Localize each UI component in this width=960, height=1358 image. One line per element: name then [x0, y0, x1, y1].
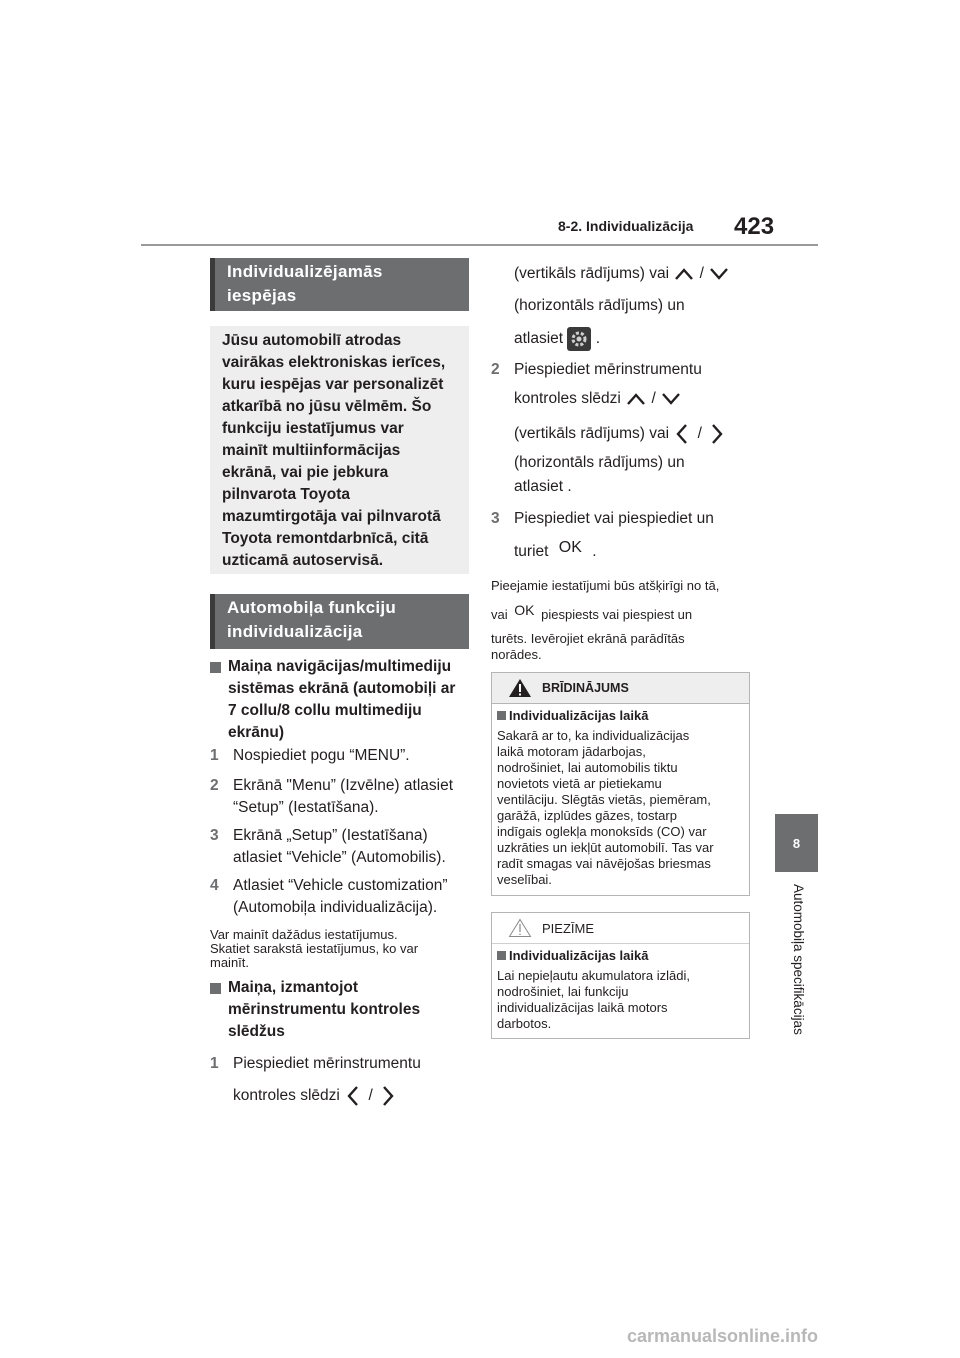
step-text: .	[592, 543, 597, 560]
step-text: Piespiediet vai piespiediet un	[514, 510, 714, 527]
slash: /	[697, 425, 702, 443]
slash: /	[699, 265, 704, 282]
bullet-square-icon	[497, 951, 506, 960]
notice-line: darbotos.	[497, 1016, 552, 1031]
warning-line: nodrošiniet, lai automobilis tiktu	[497, 760, 678, 775]
step-text: kontroles slēdzi	[233, 1087, 340, 1105]
warning-line: veselībai.	[497, 872, 552, 887]
subheading-line: mērinstrumentu kontroles	[228, 1001, 421, 1018]
intro-line: kuru iespējas var personalizēt	[222, 376, 444, 393]
caution-triangle-outline-icon	[508, 918, 532, 938]
subheading-line: Maiņa navigācijas/multimediju	[228, 658, 452, 675]
heading-line: Automobiļa funkciju	[227, 598, 397, 617]
step-r2	[491, 359, 761, 499]
warning-line: novietots vietā ar pietiekamu	[497, 776, 662, 791]
notice-line: individualizācijas laikā motors	[497, 1000, 668, 1015]
step-text-with-icons	[514, 541, 597, 563]
subheading-nav-screen	[210, 656, 472, 746]
warning-label: BRĪDINĀJUMS	[542, 681, 629, 695]
subheading-line: 7 collu/8 collu multimediju	[228, 702, 422, 719]
notice-box	[491, 912, 750, 1039]
intro-line: Toyota remontdarbnīcā, citā	[222, 530, 429, 547]
chevron-down-icon	[708, 265, 730, 283]
chevron-up-icon	[673, 265, 695, 283]
step-text: (vertikāls rādījums) vai	[514, 265, 670, 282]
chapter-tab	[775, 814, 818, 872]
step-text: atlasiet	[514, 330, 564, 348]
step-text: .	[595, 330, 601, 348]
intro-line: funkciju iestatījumus var	[222, 420, 404, 437]
intro-line: mazumtirgotāja vai pilnvarotā	[222, 508, 441, 525]
step-text: Nospiediet pogu “MENU”.	[233, 747, 410, 764]
note-line: norādes.	[491, 647, 542, 662]
step-number: 3	[210, 827, 219, 844]
chevron-left-icon	[344, 1084, 364, 1108]
step-text-with-icons	[514, 422, 726, 446]
step-number: 4	[210, 877, 219, 894]
bullet-square-icon	[210, 983, 221, 994]
chapter-title: Automobiļa specifikācijas	[791, 884, 806, 1035]
notice-label: PIEZĪME	[542, 921, 595, 936]
warning-line: indīgais oglekļa monoksīds (CO) var	[497, 824, 707, 839]
subheading-line: sistēmas ekrānā (automobiļi ar	[228, 680, 456, 697]
heading-line: individualizācija	[227, 622, 363, 641]
step-c1	[210, 1053, 472, 1109]
intro-line: atkarībā no jūsu vēlmēm. Šo	[222, 398, 432, 415]
intro-line: pilnvarota Toyota	[222, 486, 351, 503]
step-text: (vertikāls rādījums) vai	[514, 425, 670, 443]
step-number: 1	[210, 1055, 219, 1072]
heading-line: iespējas	[227, 286, 297, 305]
step-text: “Setup” (Iestatīšana).	[233, 799, 379, 816]
step-text: kontroles slēdzi	[514, 390, 621, 407]
note-text: piespiests vai piespiest un	[541, 607, 693, 622]
warning-box	[491, 672, 750, 896]
heading-customizable-features	[210, 258, 469, 311]
step-number: 2	[210, 777, 219, 794]
notice-subheading	[497, 948, 648, 963]
step-text: Piespiediet mērinstrumentu	[233, 1055, 421, 1072]
page-number: 423	[734, 213, 775, 240]
warning-line: laikā motoram jādarbojas,	[497, 744, 646, 759]
warning-line: Sakarā ar to, ka individualizācijas	[497, 728, 690, 743]
step-number: 2	[491, 361, 500, 378]
step-number: 3	[491, 510, 500, 527]
warning-line: uzkrāties un iekļūt automobilī. Tas var	[497, 840, 714, 855]
step-2	[210, 775, 472, 821]
note-line	[491, 602, 761, 623]
step-1	[210, 745, 472, 767]
warning-subheading	[497, 708, 648, 723]
note-text: vai	[491, 607, 508, 622]
step-text: atlasiet .	[514, 478, 572, 495]
note-line: turēts. Ievērojiet ekrānā parādītās	[491, 631, 685, 646]
subheading-line: ekrānu)	[228, 724, 284, 741]
warning-line: radīt smagas vai nāvējošas briesmas	[497, 856, 711, 871]
step-text: Atlasiet “Vehicle customization”	[233, 877, 448, 894]
step-3	[210, 825, 472, 871]
note-settings-differ	[491, 578, 761, 663]
bullet-square-icon	[497, 711, 506, 720]
intro-line: uzticamā autoservisā.	[222, 552, 384, 569]
intro-line: ekrānā, vai pie jebkura	[222, 464, 389, 481]
subheading-line: Maiņa, izmantojot	[228, 979, 359, 996]
notice-line: Lai nepieļautu akumulatora izlādi,	[497, 968, 690, 983]
warning-subheading-text: Individualizācijas laikā	[509, 708, 649, 723]
note-line: Skatiet sarakstā iestatījumus, ko var	[210, 941, 419, 956]
heading-vehicle-customization	[210, 594, 469, 649]
slash: /	[651, 390, 656, 407]
step-text: atlasiet “Vehicle” (Automobilis).	[233, 849, 446, 866]
step-number: 1	[210, 747, 219, 764]
slash: /	[368, 1087, 373, 1105]
chevron-right-icon	[706, 422, 726, 446]
step-4	[210, 875, 472, 921]
ok-button-icon: OK	[558, 539, 582, 556]
header-rule	[141, 244, 818, 246]
subheading-line: slēdžus	[228, 1023, 285, 1040]
step-text: (Automobiļa individualizācija).	[233, 899, 438, 916]
warning-line: ventilāciju. Slēgtās vietās, piemēram,	[497, 792, 711, 807]
notice-header	[492, 913, 749, 944]
step-text-with-icons	[514, 388, 682, 410]
warning-triangle-icon	[508, 678, 532, 698]
step-text: Piespiediet mērinstrumentu	[514, 361, 702, 378]
section-title: 8-2. Individualizācija	[558, 218, 694, 234]
line	[514, 263, 764, 293]
chapter-number: 8	[792, 835, 801, 851]
intro-line: Jūsu automobilī atrodas	[222, 332, 402, 349]
step-c1-continued	[514, 263, 764, 353]
step-text-with-icons	[233, 1084, 397, 1108]
note-settings-list	[210, 928, 472, 970]
step-text: (horizontāls rādījums) un	[514, 297, 685, 314]
notice-body	[497, 968, 745, 1032]
note-line: Var mainīt dažādus iestatījumus.	[210, 927, 398, 942]
warning-header	[492, 673, 749, 704]
chevron-down-icon	[660, 390, 682, 408]
warning-body	[497, 728, 745, 888]
warning-line: garāžā, izplūdes gāzes, tostarp	[497, 808, 677, 823]
step-r3	[491, 508, 761, 568]
heading-line: Individualizējamās	[227, 262, 383, 281]
bullet-square-icon	[210, 662, 221, 673]
step-text: Ekrānā "Menu” (Izvēlne) atlasiet	[233, 777, 454, 794]
ok-button-icon: OK	[514, 602, 535, 618]
step-text: turiet	[514, 543, 549, 560]
note-line: Pieejamie iestatījumi būs atšķirīgi no tā,	[491, 578, 720, 593]
chevron-left-icon	[673, 422, 693, 446]
chevron-up-icon	[625, 390, 647, 408]
intro-line: vairākas elektroniskas ierīces,	[222, 354, 446, 371]
line	[514, 323, 764, 353]
notice-line: nodrošiniet, lai funkciju	[497, 984, 629, 999]
notice-subheading-text: Individualizācijas laikā	[509, 948, 649, 963]
intro-line: mainīt multiinformācijas	[222, 442, 401, 459]
watermark: carmanualsonline.info	[627, 1326, 819, 1346]
note-line: mainīt.	[210, 955, 250, 970]
step-text: Ekrānā „Setup” (Iestatīšana)	[233, 827, 428, 844]
settings-gear-icon	[567, 327, 591, 351]
step-text: (horizontāls rādījums) un	[514, 454, 685, 471]
intro-box	[210, 326, 469, 574]
subheading-meter-switches	[210, 977, 472, 1045]
chapter-title-vertical	[787, 884, 807, 1056]
chevron-right-icon	[377, 1084, 397, 1108]
